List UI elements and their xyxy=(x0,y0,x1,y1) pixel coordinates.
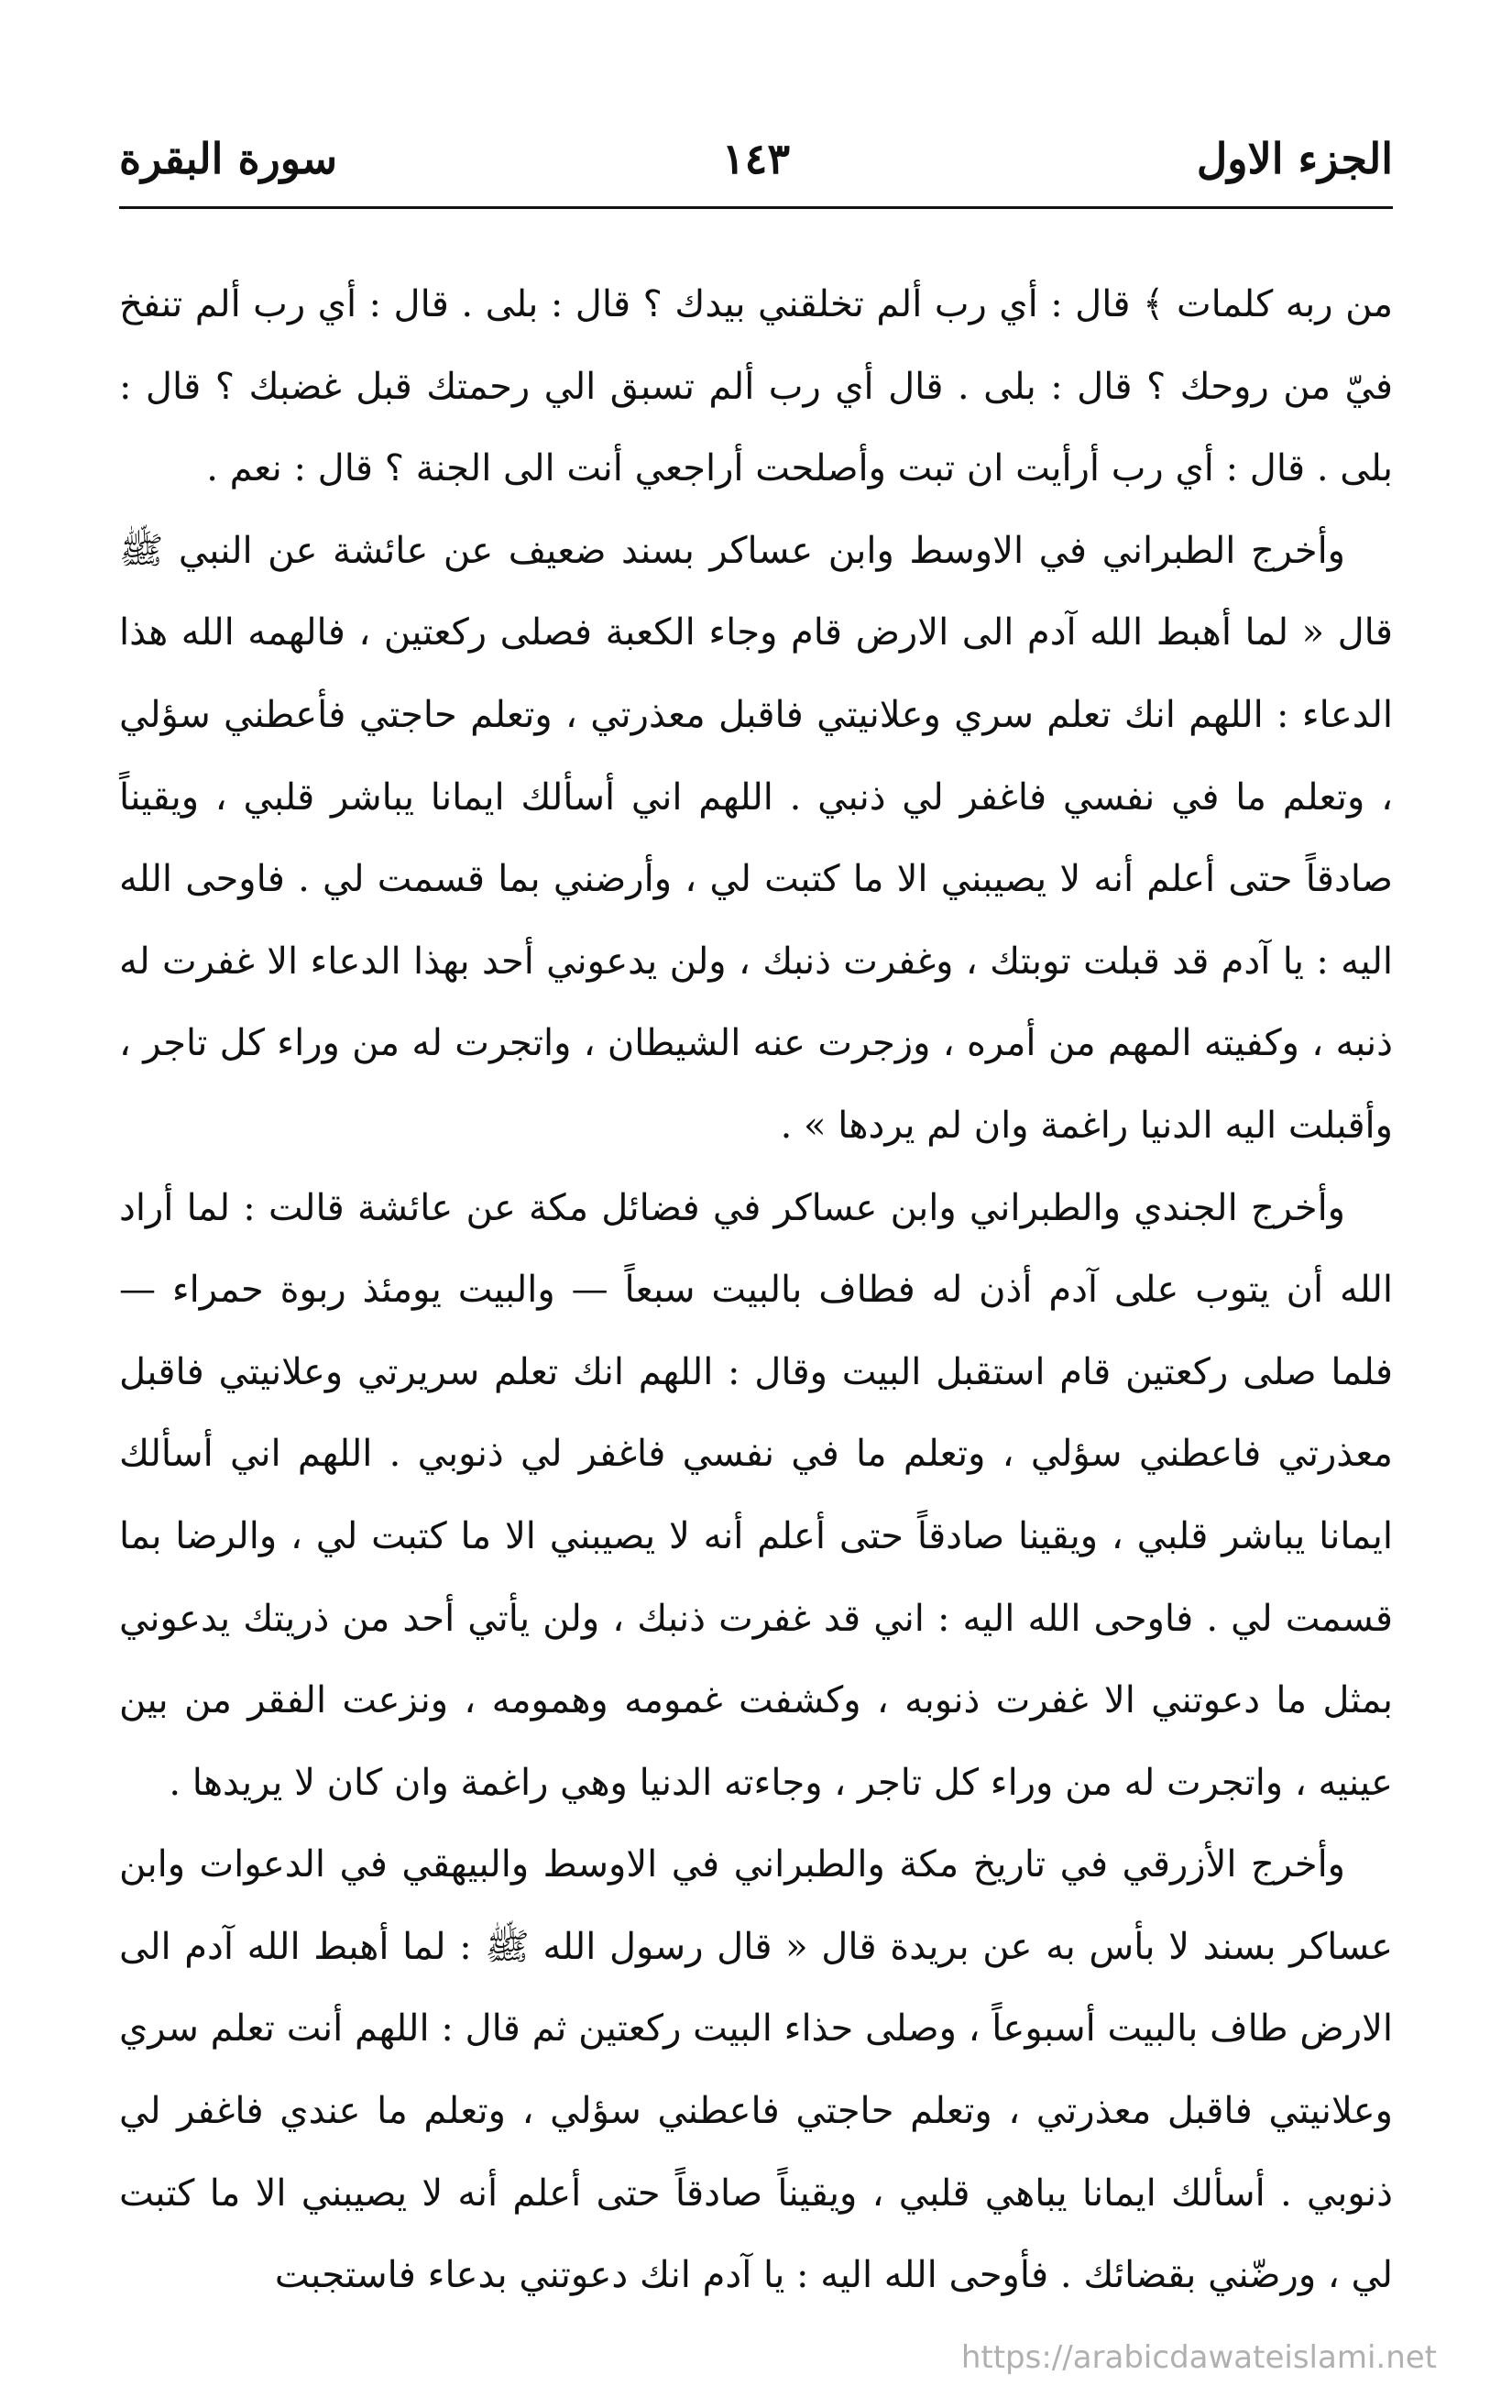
paragraph: وأخرج الجندي والطبراني وابن عساكر في فضائل مكة عن عائشة قالت : لما أراد الله أن يتوب على آدم أذن له فطاف بالبيت سبعاً — والبيت يومئذ ربوة حمراء — فلما صلى ركعتين قام استقبل البيت وقال : اللهم انك تعلم سريرتي وعلانيتي فاقبل معذرتي فاعطني سؤلي ، وتعلم ما في نفسي فاغفر لي ذنوبي . اللهم اني أسألك ايمانا يباشر قلبي ، ويقينا صادقاً حتى أعلم أنه لا يصيبني الا ما كتبت لي ، والرضا بما قسمت لي . فاوحى الله اليه : اني قد غفرت ذنبك ، ولن يأتي أحد من ذريتك يدعوني بمثل ما دعوتني الا غفرت ذنوبه ، وكشفت غمومه وهمومه ، ونزعت الفقر من بين عينيه ، واتجرت له من وراء كل تاجر ، وجاءته الدنيا وهي راغمة وان كان لا يريدها . xyxy=(119,1186,1393,1804)
paragraph: من ربه كلمات ﴾ قال : أي رب ألم تخلقني بيدك ؟ قال : بلى . قال : أي رب ألم تنفخ فيّ من روحك ؟ قال : بلى . قال أي رب ألم تسبق الي رحمتك قبل غضبك ؟ قال : بلى . قال : أي رب أرأيت ان تبت وأصلحت أراجعي أنت الى الجنة ؟ قال : نعم . xyxy=(119,283,1393,490)
watermark-url: https://arabicdawateislami.net xyxy=(960,2339,1437,2376)
surah-title: سورة البقرة xyxy=(119,134,338,183)
page-number: ١٤٣ xyxy=(721,134,791,183)
page-body xyxy=(119,264,1393,2317)
paragraph: وأخرج الأزرقي في تاريخ مكة والطبراني في الاوسط والبيهقي في الدعوات وابن عساكر بسند لا بأس به عن بريدة قال « قال رسول الله ﷺ : لما أهبط الله آدم الى الارض طاف بالبيت أسبوعاً ، وصلى حذاء البيت ركعتين ثم قال : اللهم أنت تعلم سري وعلانيتي فاقبل معذرتي ، وتعلم حاجتي فاعطني سؤلي ، وتعلم ما عندي فاغفر لي ذنوبي . أسألك ايمانا يباهي قلبي ، ويقيناً صادقاً حتى أعلم أنه لا يصيبني الا ما كتبت لي ، ورضّني بقضائك . فأوحى الله اليه : يا آدم انك دعوتني بدعاء فاستجبت xyxy=(119,1843,1393,2297)
part-title: الجزء الاول xyxy=(1196,134,1393,183)
paragraph: وأخرج الطبراني في الاوسط وابن عساكر بسند ضعيف عن عائشة عن النبي ﷺ قال « لما أهبط الله آدم الى الارض قام وجاء الكعبة فصلى ركعتين ، فالهمه الله هذا الدعاء : اللهم انك تعلم سري وعلانيتي فاقبل معذرتي ، وتعلم حاجتي فأعطني سؤلي ، وتعلم ما في نفسي فاغفر لي ذنبي . اللهم اني أسألك ايمانا يباشر قلبي ، ويقيناً صادقاً حتى أعلم أنه لا يصيبني الا ما كتبت لي ، وأرضني بما قسمت لي . فاوحى الله اليه : يا آدم قد قبلت توبتك ، وغفرت ذنبك ، ولن يدعوني أحد بهذا الدعاء الا غفرت له ذنبه ، وكفيته المهم من أمره ، وزجرت عنه الشيطان ، واتجرت له من وراء كل تاجر ، وأقبلت اليه الدنيا راغمة وان لم يردها » . xyxy=(119,529,1393,1147)
page-header xyxy=(119,126,1393,191)
header-divider xyxy=(119,206,1393,209)
